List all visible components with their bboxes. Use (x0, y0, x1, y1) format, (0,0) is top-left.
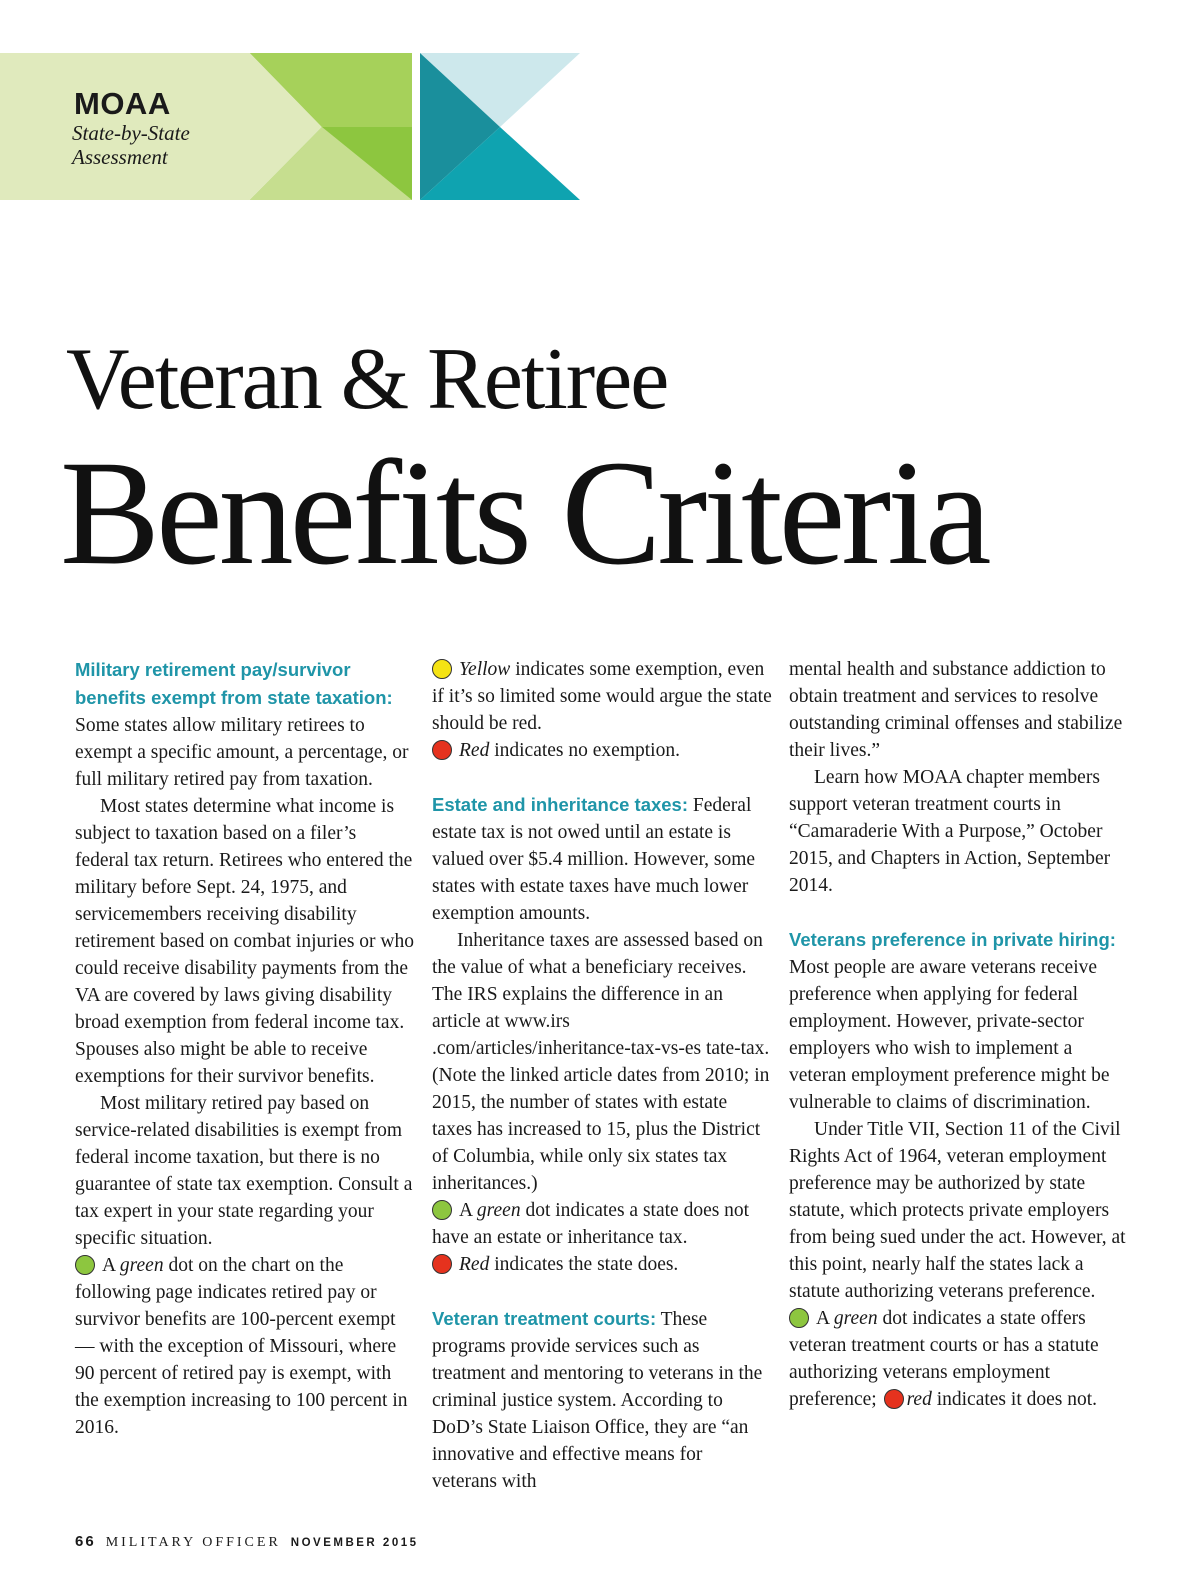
red-dot-icon (432, 740, 452, 760)
green-dot-icon (75, 1255, 95, 1275)
text: indicates some exemption, even if it’s so limited some would argue the state should be red. (432, 659, 772, 734)
paragraph-text: Federal estate tax is not owed until an estate is valued over $5.4 million. However, some states with estate taxes have much lower exemption amounts. (432, 795, 756, 924)
section-heading: Veteran treatment courts: (432, 1308, 657, 1329)
article-column-3 (789, 656, 1129, 1413)
color-word: green (833, 1308, 878, 1329)
paragraph (789, 926, 1129, 1116)
text: indicates it does not. (931, 1389, 1098, 1410)
red-dot-icon (884, 1389, 904, 1409)
article-column-2 (432, 656, 772, 1495)
text: dot indicates a state does not have an estate or inheritance tax. (432, 1200, 750, 1248)
paragraph (75, 656, 415, 793)
section-heading: Military retirement pay/survivor benefits exempt from state taxation: (75, 659, 393, 708)
text: dot indicates a state offers veteran treatment courts or has a statute authorizing veterans employment preference; (789, 1308, 1099, 1410)
green-dot-icon (432, 1200, 452, 1220)
legend-paragraph (432, 656, 772, 737)
text: A (459, 1200, 477, 1221)
section-heading: Estate and inheritance taxes: (432, 794, 689, 815)
paragraph: Under Title VII, Section 11 of the Civil Rights Act of 1964, veteran employment preference may be authorized by state statute, which protects private employers from being sued under the act. However, at this point, nearly half the states lack a statute authorizing veterans preference. (789, 1119, 1126, 1302)
issue-date: NOVEMBER 2015 (290, 1537, 419, 1549)
paragraph: Most military retired pay based on service-related disabilities is exempt from federal income taxation, but there is no guarantee of state tax exemption. Consult a tax expert in your state regarding your specific situation. (75, 1093, 413, 1249)
legend-paragraph (432, 1197, 772, 1251)
color-word: red (906, 1389, 932, 1410)
page-title-line-2: Benefits Criteria (60, 430, 988, 596)
subtitle-line-2: Assessment (72, 145, 168, 169)
text: dot on the chart on the following page indicates retired pay or survivor benefits are 100-percent exempt — with the exception of Missouri, where 90 percent of retired pay is exempt, with the exemption increasing to 100 percent in 2016. (75, 1255, 408, 1438)
spacer (432, 1278, 772, 1305)
brand-logo-text: MOAA (74, 86, 171, 121)
text: A (102, 1255, 120, 1276)
article-column-1 (75, 656, 415, 1441)
yellow-dot-icon (432, 659, 452, 679)
text: indicates no exemption. (489, 740, 680, 761)
section-heading: Veterans preference in private hiring: (789, 929, 1116, 950)
section-subtitle (72, 121, 190, 169)
legend-paragraph (432, 737, 772, 764)
paragraph (432, 1305, 772, 1495)
legend-paragraph (75, 1252, 415, 1441)
green-dot-icon (789, 1308, 809, 1328)
paragraph: Inheritance taxes are assessed based on the value of what a beneficiary receives. The IRS explains the difference in an article at www.irs .com/articles/inheritance-tax-vs-es tate-tax. (Note the linked article dates from 2010; in 2015, the number of states with estate taxes has increased to 15, plus the District of Columbia, while only six states tax inheritances.) (432, 930, 770, 1194)
color-word: Yellow (459, 659, 511, 680)
page-number: 66 (75, 1533, 96, 1550)
color-word: Red (459, 1254, 490, 1275)
page-footer (75, 1534, 419, 1550)
color-word: green (119, 1255, 164, 1276)
paragraph-text: These programs provide services such as treatment and mentoring to veterans in the criminal justice system. According to DoD’s State Liaison Office, they are “an innovative and effective means for veterans with (432, 1309, 763, 1492)
paragraph-text: Most people are aware veterans receive preference when applying for federal employment. However, private-sector employers who wish to implement a veteran employment preference might be vulnerable to claims of discrimination. (789, 957, 1110, 1113)
paragraph-text: Some states allow military retirees to exempt a specific amount, a percentage, or full military retired pay from taxation. (75, 715, 409, 790)
paragraph: mental health and substance addiction to obtain treatment and services to resolve outstanding criminal offenses and stabilize their lives.” (789, 659, 1123, 761)
paragraph: Most states determine what income is subject to taxation based on a filer’s federal tax return. Retirees who entered the military before Sept. 24, 1975, and servicemembers receiving disability retirement based on combat injuries or who could receive disability payments from the VA are covered by laws giving disability broad exemption from federal income tax. Spouses also might be able to receive exemptions for their survivor benefits. (75, 796, 414, 1087)
paragraph: Learn how MOAA chapter members support veteran treatment courts in “Camaraderie With a Purpose,” October 2015, and Chapters in Action, September 2014. (789, 767, 1111, 896)
color-word: green (476, 1200, 521, 1221)
spacer (432, 764, 772, 791)
subtitle-line-1: State-by-State (72, 121, 190, 145)
red-dot-icon (432, 1254, 452, 1274)
spacer (789, 899, 1129, 926)
page-title-line-1: Veteran & Retiree (66, 331, 668, 428)
color-word: Red (459, 740, 490, 761)
legend-paragraph (789, 1305, 1129, 1413)
paragraph (432, 791, 772, 927)
text: indicates the state does. (489, 1254, 679, 1275)
magazine-name: MILITARY OFFICER (105, 1535, 281, 1550)
legend-paragraph (432, 1251, 772, 1278)
text: A (816, 1308, 834, 1329)
